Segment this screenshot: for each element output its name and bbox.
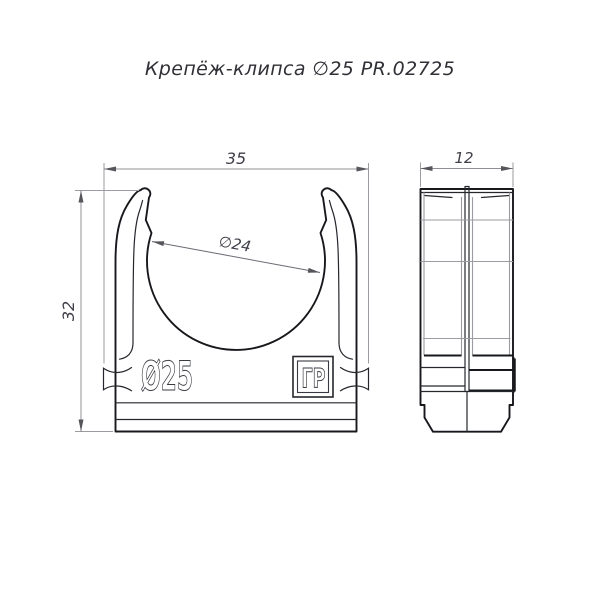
arm-tip-edge-left	[425, 196, 453, 198]
side-view	[421, 187, 515, 432]
dimension-depth-label: 12	[454, 149, 474, 167]
arm-tip-edge-right	[482, 196, 510, 198]
dimension-inner-diameter-label: ∅24	[217, 232, 253, 256]
inner-wall-lines	[424, 193, 510, 356]
right-arm-inner-line	[329, 201, 339, 344]
dimension-height-label: 32	[59, 300, 78, 322]
dimension-width-label: 35	[225, 149, 247, 168]
left-arm-inner-line	[133, 201, 143, 344]
central-rib	[465, 187, 469, 392]
emboss-size-text: Ø25	[141, 354, 193, 400]
left-slot-bottom	[120, 343, 134, 359]
logo-letters: ГР	[301, 363, 326, 395]
front-view	[104, 188, 369, 431]
right-slot-bottom	[339, 343, 353, 359]
drawing-title: Крепёж-клипса ∅25 PR.02725	[144, 58, 456, 80]
side-view-dimensions	[421, 149, 514, 187]
right-latch-tab	[341, 368, 369, 391]
logo-stamp	[293, 357, 333, 398]
left-latch-tab	[104, 368, 132, 391]
